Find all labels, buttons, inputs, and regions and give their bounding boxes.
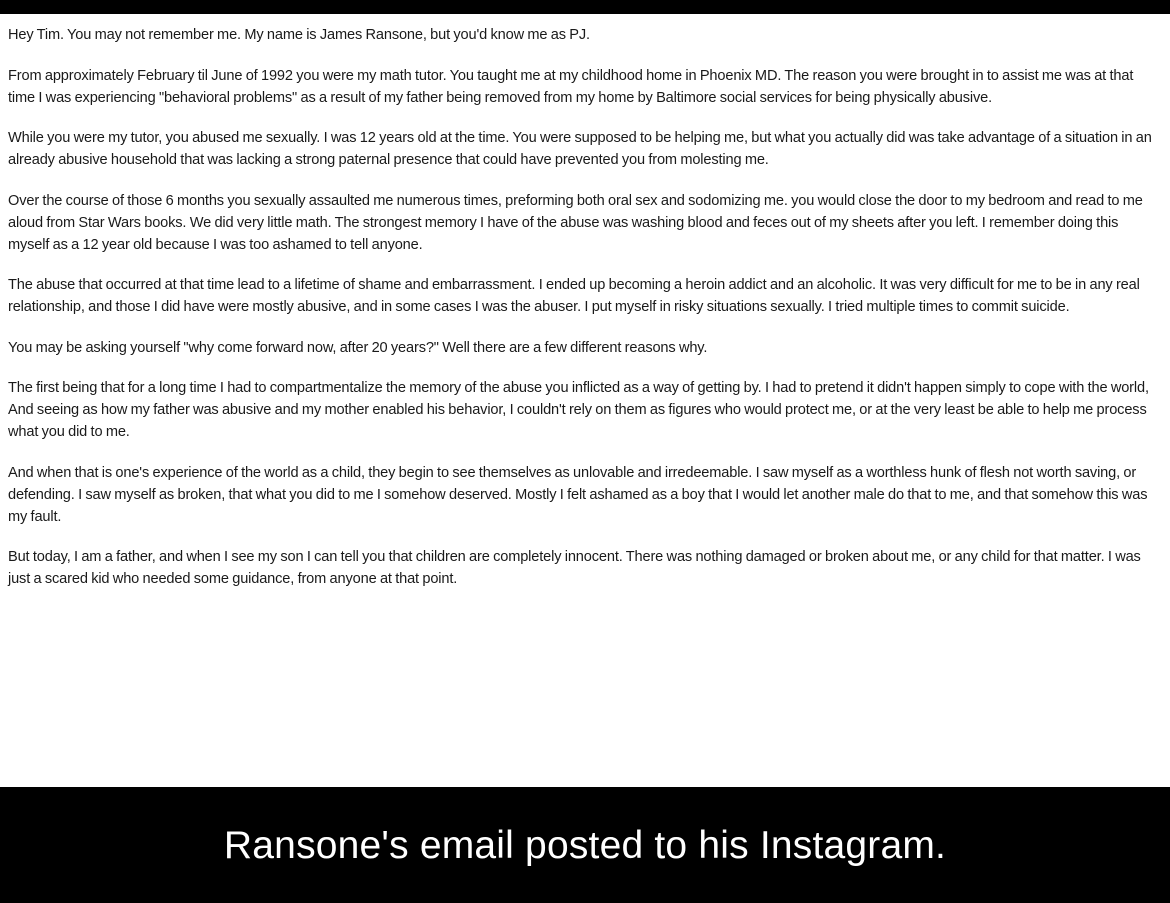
letter-paragraph-assault: Over the course of those 6 months you sexually assaulted me numerous times, preforming both oral sex and sodomizing me. you would close the door to my bedroom and read to me aloud from Star Wars books. We did very little math. The strongest memory I have of the abuse was washing blood and feces out of my sheets after you left. I remember doing this myself as a 12 year old because I was too ashamed to tell anyone. <box>8 192 1143 253</box>
email-letter-image <box>0 14 1170 787</box>
letter-paragraph-tutor: From approximately February til June of 1992 you were my math tutor. You taught me at my childhood home in Phoenix MD. The reason you were brought in to assist me was at that time I was experiencing "behavioral problems" as a result of my father being removed from my home by Baltimore social services for being physically abusive. <box>8 67 1134 106</box>
letter-paragraph-today: But today, I am a father, and when I see my son I can tell you that children are completely innocent. There was nothing damaged or broken about me, or any child for that matter. I was just a scared kid who needed some guidance, from anyone at that point. <box>8 549 1141 587</box>
top-border <box>0 0 1170 14</box>
letter-paragraph-aftermath: The abuse that occurred at that time lead to a lifetime of shame and embarrassment. I ended up becoming a heroin addict and an alcoholic. It was very difficult for me to be in any real relationship, and those I did have were mostly abusive, and in some cases I was the abuser. I put myself in risky situations sexually. I tried multiple times to commit suicide. <box>8 277 1140 315</box>
letter-paragraph-why-now: You may be asking yourself "why come forward now, after 20 years?" Well there are a few different reasons why. <box>8 339 708 356</box>
letter-paragraph-childhood: And when that is one's experience of the world as a child, they begin to see themselves as unlovable and irredeemable. I saw myself as a worthless hunk of flesh not worth saving, or defending. I saw myself as broken, that what you did to me I somehow deserved. Mostly I felt ashamed as a boy that I would let another male do that to me, and that somehow this was my fault. <box>8 464 1148 525</box>
letter-paragraph-first-reason: The first being that for a long time I had to compartmentalize the memory of the abuse you inflicted as a way of getting by. I had to pretend it didn't happen simply to cope with the world, And seeing as how my father was abusive and my mother enabled his behavior, I couldn't rely on them as figures who would protect me, or at the very least be able to help me process what you did to me. <box>8 380 1149 440</box>
caption-text: Ransone's email posted to his Instagram. <box>223 824 947 867</box>
caption-bar <box>0 787 1170 903</box>
letter-paragraph-greeting: Hey Tim. You may not remember me. My name is James Ransone, but you'd know me as PJ. <box>8 27 590 43</box>
letter-paragraph-abuse: While you were my tutor, you abused me sexually. I was 12 years old at the time. You were supposed to be helping me, but what you actually did was take advantage of a situation in an already abusive household that was lacking a strong paternal presence that could have prevented you from molesting me. <box>8 130 1152 168</box>
